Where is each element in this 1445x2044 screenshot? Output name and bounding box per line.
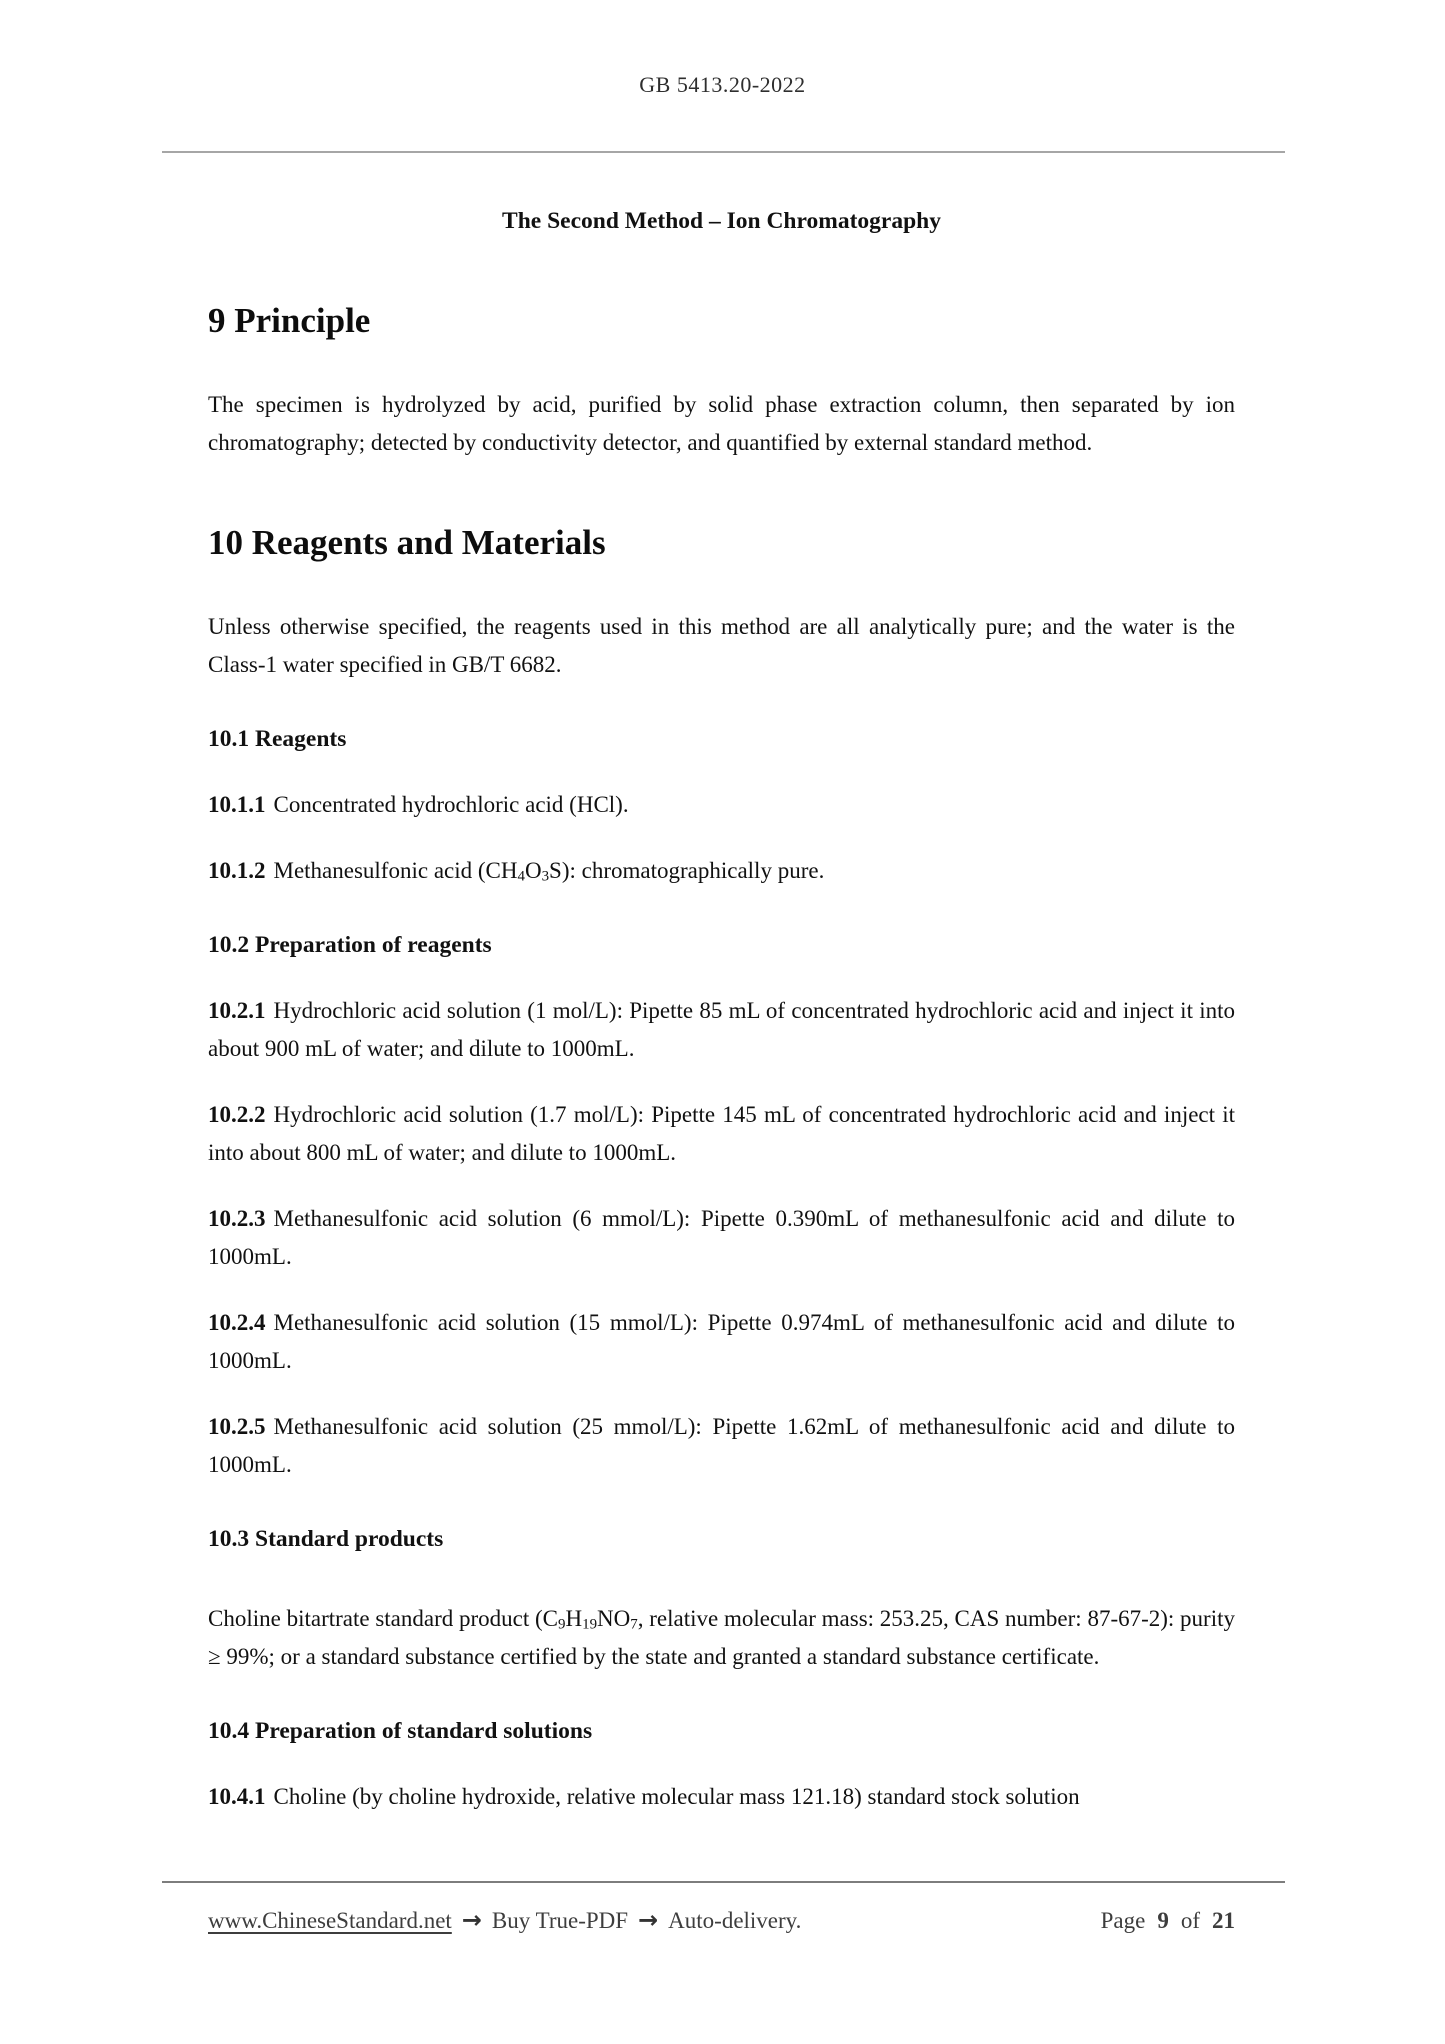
footer-divider: [162, 1881, 1285, 1883]
section-10-heading: 10 Reagents and Materials: [208, 523, 606, 562]
page-current-number: 9: [1157, 1908, 1169, 1933]
method-title: The Second Method – Ion Chromatography: [502, 208, 941, 234]
clause-10-2-3-label: 10.2.3: [208, 1206, 266, 1231]
standard-products-paragraph: Choline bitartrate standard product ($C_9H_{19}NO_7$, relative molecular mass: 253.25, CAS number: 87-67-2): purity ≥ 99%; or a standard substance certified by the state and granted a standard substance certificate.: [208, 1606, 1235, 1669]
clause-10-2-2: [208, 1096, 1235, 1172]
reagents-intro-paragraph: Unless otherwise specified, the reagents used in this method are all analytically pure; and the water is the Class-1 water specified in GB/T 6682.: [208, 614, 1235, 677]
clause-10-4-1-label: 10.4.1: [208, 1784, 266, 1809]
right-arrow-icon: →: [461, 1906, 482, 1934]
document-body: [208, 190, 1235, 1816]
right-arrow-icon: →: [638, 1906, 659, 1934]
clause-10-2-2-label: 10.2.2: [208, 1102, 266, 1127]
principle-paragraph: The specimen is hydrolyzed by acid, purified by solid phase extraction column, then separated by ion chromatography; detected by conductivity detector, and quantified by external standard method.: [208, 392, 1235, 455]
footer-delivery-text: Auto-delivery.: [668, 1908, 802, 1933]
clause-10-1-2-label: 10.1.2: [208, 858, 266, 883]
clause-10-1-1: [208, 786, 1235, 824]
subsection-10-2-heading: 10.2 Preparation of reagents: [208, 932, 492, 958]
clause-10-4-1-text: Choline (by choline hydroxide, relative molecular mass 121.18) standard stock solution: [273, 1784, 1080, 1809]
clause-10-2-4: [208, 1304, 1235, 1380]
subsection-10-3-heading: 10.3 Standard products: [208, 1526, 444, 1552]
page-label: Page: [1100, 1908, 1146, 1933]
subsection-10-1-heading: 10.1 Reagents: [208, 726, 347, 752]
clause-10-2-4-label: 10.2.4: [208, 1310, 266, 1335]
clause-10-1-2: [208, 852, 1235, 890]
clause-10-2-5-label: 10.2.5: [208, 1414, 266, 1439]
clause-10-2-3-text: Methanesulfonic acid solution (6 mmol/L): Pipette 0.390mL of methanesulfonic acid and dilute to 1000mL.: [208, 1206, 1235, 1269]
clause-10-2-1-text: Hydrochloric acid solution (1 mol/L): Pipette 85 mL of concentrated hydrochloric acid and inject it into about 900 mL of water; and dilute to 1000mL.: [208, 998, 1235, 1061]
page-total-number: 21: [1212, 1908, 1235, 1933]
clause-10-1-1-label: 10.1.1: [208, 792, 266, 817]
clause-10-2-2-text: Hydrochloric acid solution (1.7 mol/L): Pipette 145 mL of concentrated hydrochloric acid and inject it into about 800 mL of water; and dilute to 1000mL.: [208, 1102, 1235, 1165]
subsection-10-4-heading: 10.4 Preparation of standard solutions: [208, 1718, 593, 1744]
clause-10-4-1: [208, 1778, 1235, 1816]
clause-10-2-1-label: 10.2.1: [208, 998, 266, 1023]
section-9-heading: 9 Principle: [208, 301, 371, 340]
clause-10-2-5: [208, 1408, 1235, 1484]
footer-website-link[interactable]: www.ChineseStandard.net: [208, 1908, 452, 1933]
clause-10-2-3: [208, 1200, 1235, 1276]
page-footer: [208, 1906, 1235, 1934]
doc-number: GB 5413.20-2022: [639, 72, 806, 97]
clause-10-2-4-text: Methanesulfonic acid solution (15 mmol/L): Pipette 0.974mL of methanesulfonic acid and dilute to 1000mL.: [208, 1310, 1235, 1373]
page-indicator: [1101, 1908, 1235, 1934]
clause-10-2-1: [208, 992, 1235, 1068]
page-of-label: of: [1180, 1908, 1200, 1933]
clause-10-2-5-text: Methanesulfonic acid solution (25 mmol/L): Pipette 1.62mL of methanesulfonic acid and dilute to 1000mL.: [208, 1414, 1235, 1477]
footer-buy-text: Buy True-PDF: [491, 1908, 629, 1933]
clause-10-1-2-text: Methanesulfonic acid $(CH_4O_3S)$: chromatographically pure.: [273, 858, 825, 885]
footer-left: [208, 1906, 801, 1934]
clause-10-1-1-text: Concentrated hydrochloric acid (HCl).: [273, 792, 629, 817]
header-divider: [162, 151, 1285, 153]
